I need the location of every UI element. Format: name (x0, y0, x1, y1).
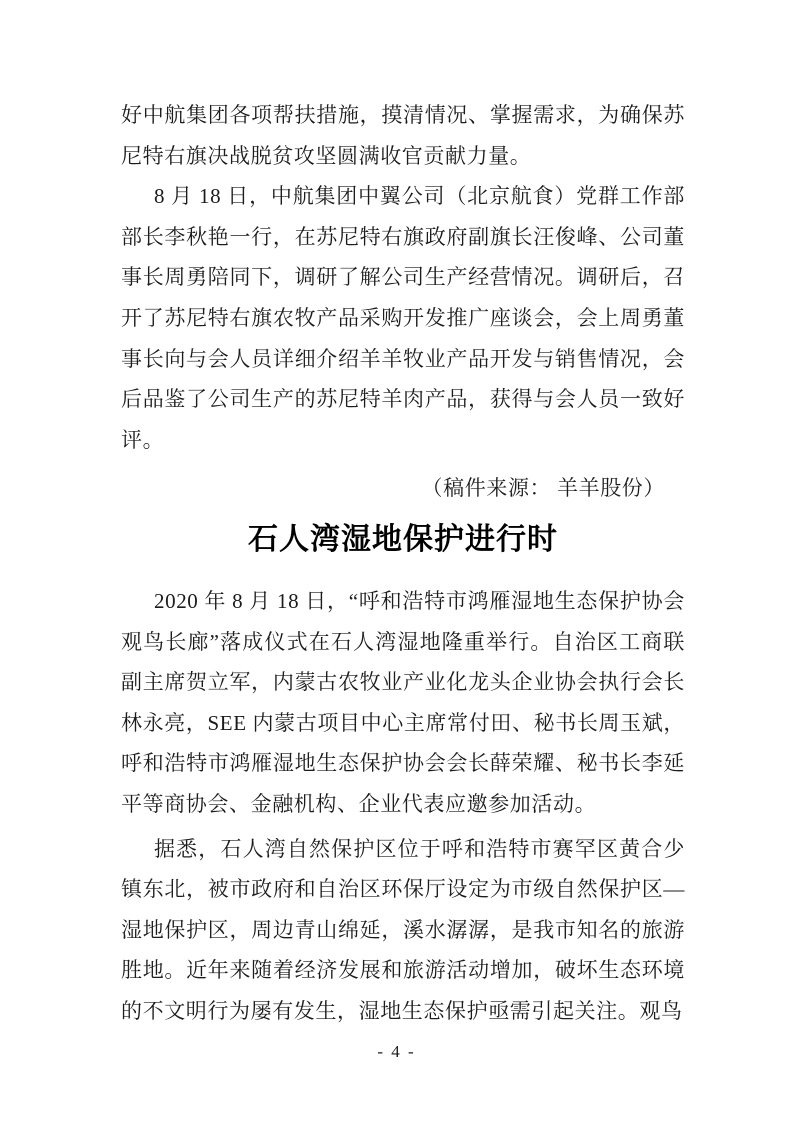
paragraph-background: 据悉，石人湾自然保护区位于呼和浩特市赛罕区黄合少镇东北，被市政府和自治区环保厅设定为市级自然保护区—湿地保护区，周边青山绵延，溪水潺潺，是我市知名的旅游胜地。近年来随着经济发展和旅游活动增加，破坏生态环境的不文明行为屡有发生，湿地生态保护亟需引起关注。观鸟 (121, 836, 685, 1023)
source-attribution: （稿件来源： 羊羊股份） (421, 476, 665, 501)
page-number: - 4 - (377, 1042, 416, 1061)
article-title: 石人湾湿地保护进行时 (248, 522, 558, 556)
document-content (121, 95, 685, 1031)
paragraph-ceremony: 2020 年 8 月 18 日，“呼和浩特市鸿雁湿地生态保护协会观鸟长廊”落成仪式在石人湾湿地隆重举行。自治区工商联副主席贺立军，内蒙古农牧业产业化龙头企业协会执行会长林永亮，SEE 内蒙古项目中心主席常付田、秘书长周玉斌，呼和浩特市鸿雁湿地生态保护协会会长薛荣耀、秘书长李延平等商协会、金融机构、企业代表应邀参加活动。 (121, 588, 685, 816)
paragraph-continuation: 好中航集团各项帮扶措施，摸清情况、掌握需求，为确保苏尼特右旗决战脱贫攻坚圆满收官贡献力量。 (121, 103, 685, 168)
paragraph-visit: 8 月 18 日，中航集团中翼公司（北京航食）党群工作部部长李秋艳一行，在苏尼特右旗政府副旗长汪俊峰、公司董事长周勇陪同下，调研了解公司生产经营情况。调研后，召开了苏尼特右旗农牧产品采购开发推广座谈会，会上周勇董事长向与会人员详细介绍羊羊牧业产品开发与销售情况，会后品鉴了公司生产的苏尼特羊肉产品，获得与会人员一致好评。 (121, 184, 685, 452)
